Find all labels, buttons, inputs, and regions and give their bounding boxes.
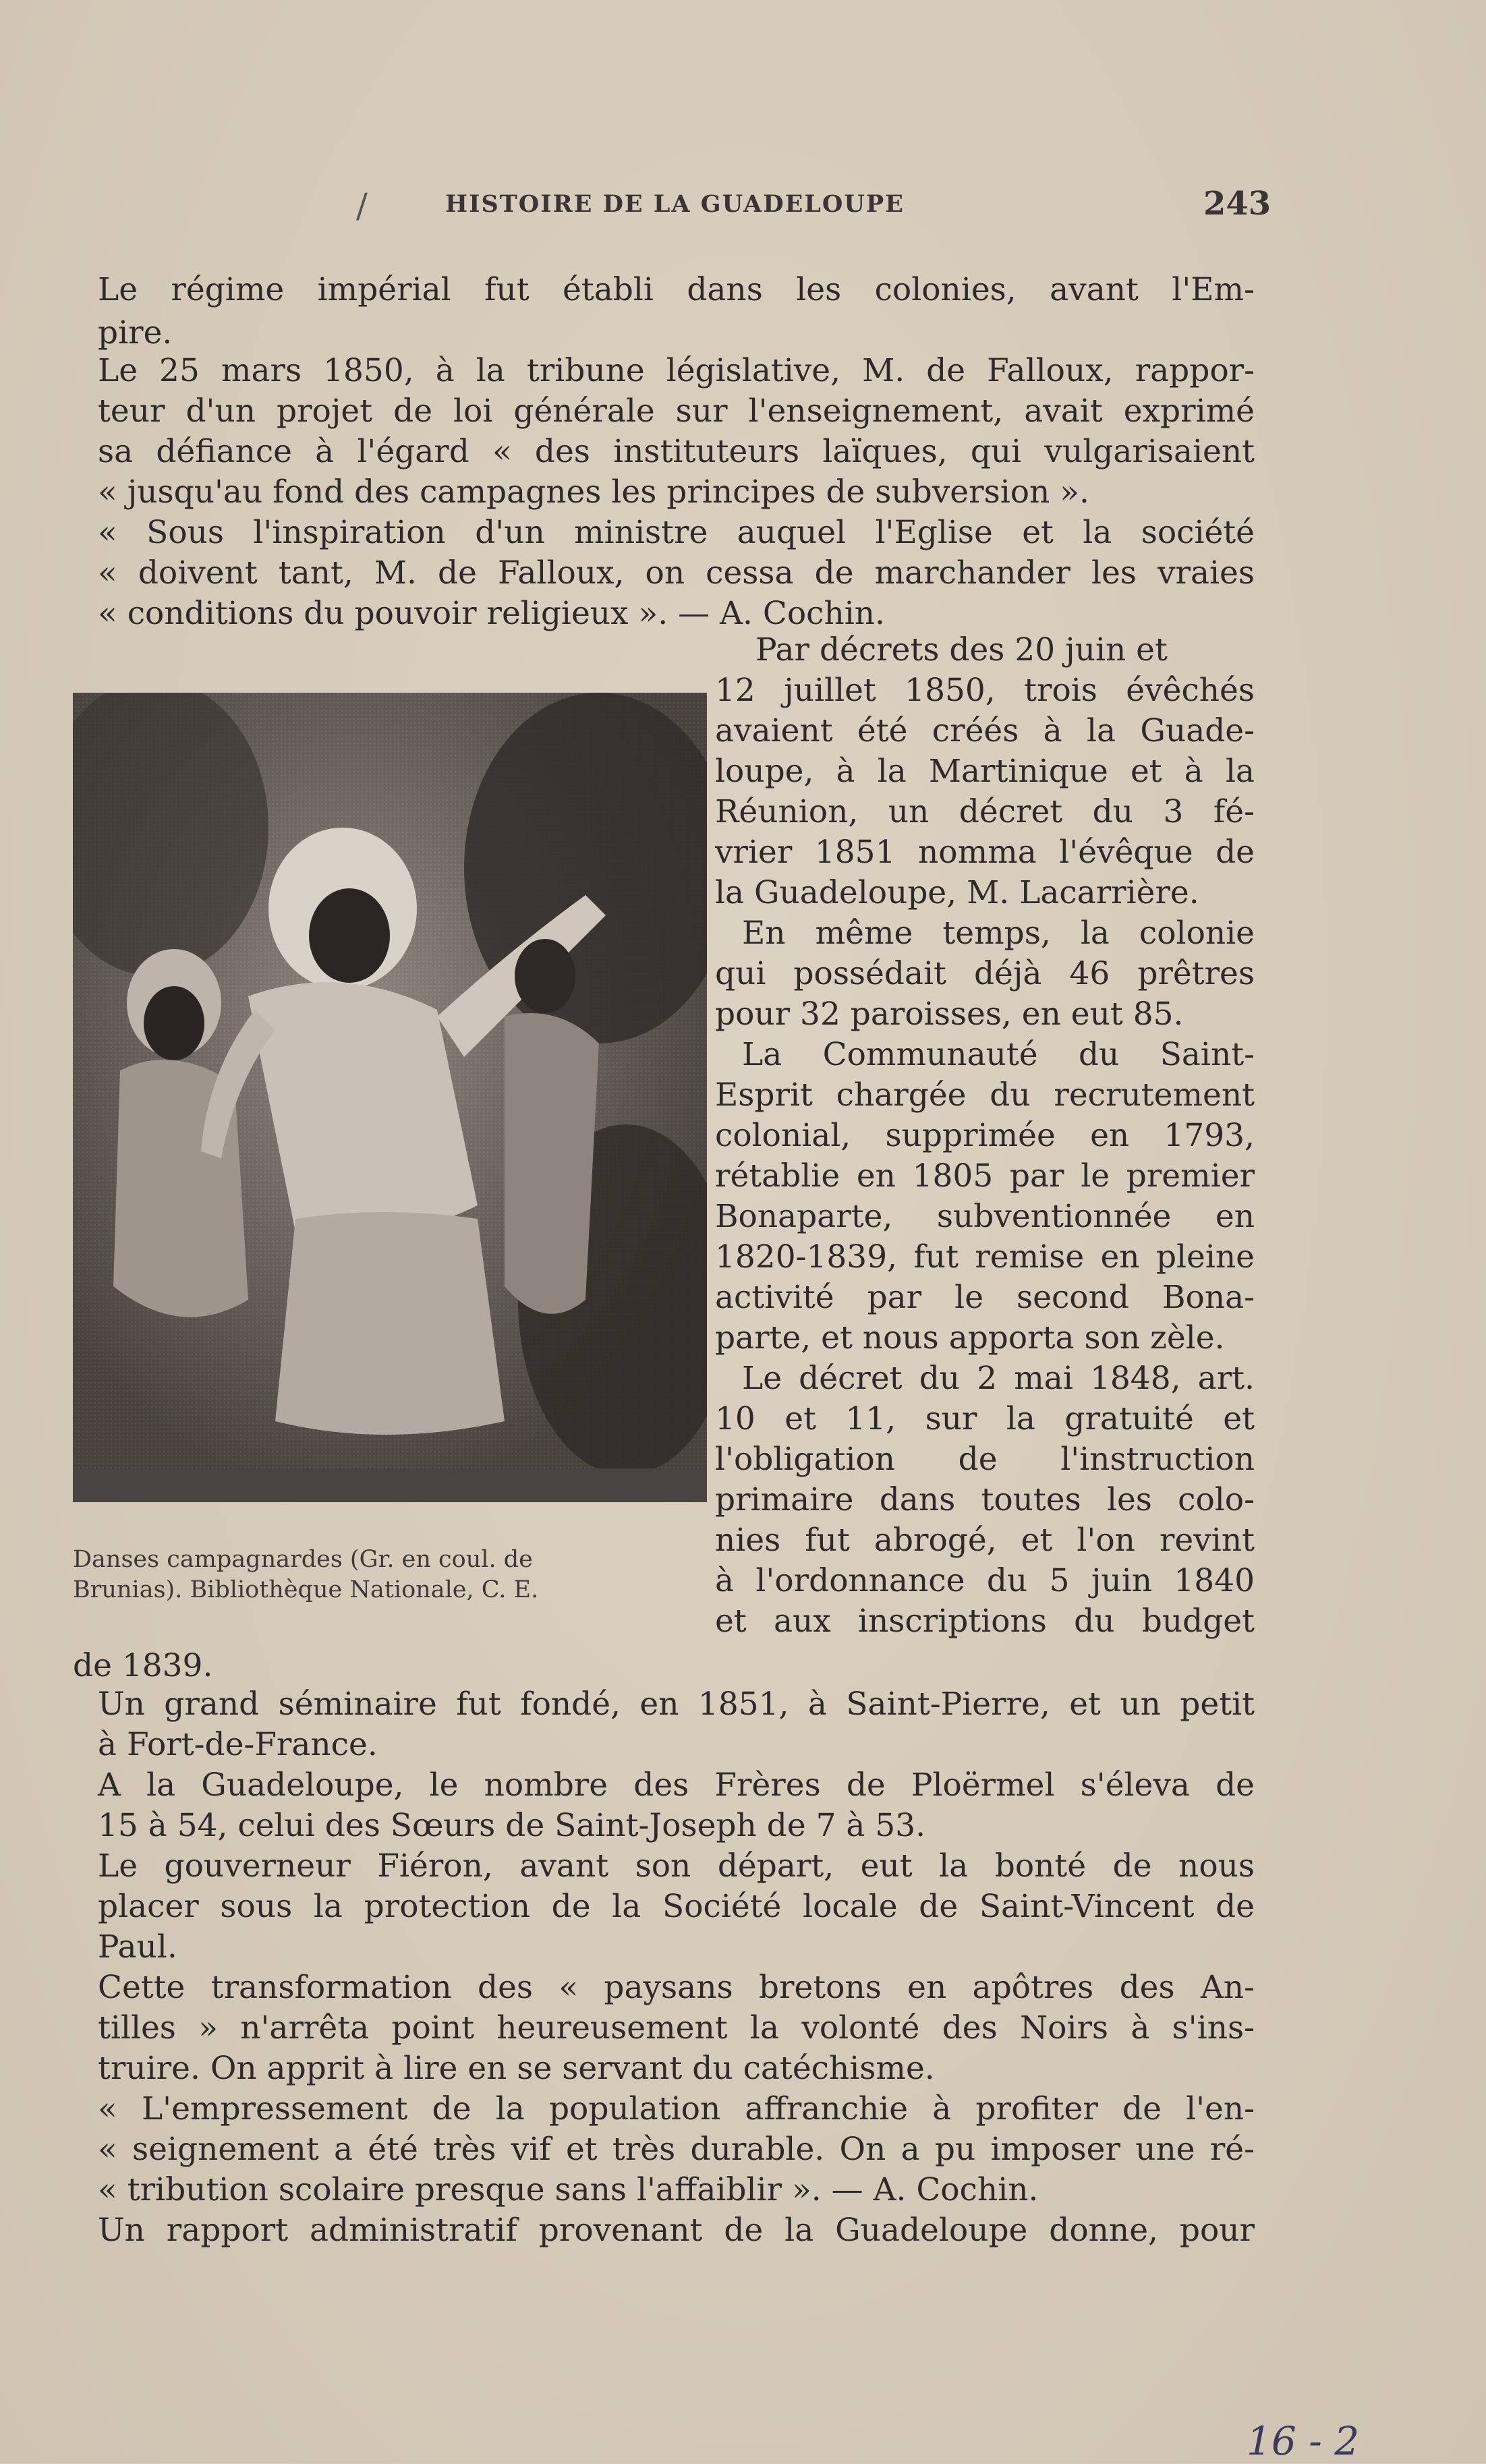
image-caption-line: Brunias). Bibliothèque Nationale, C. E. xyxy=(73,1576,539,1603)
text-line: 15 à 54, celui des Sœurs de Saint-Joseph de 7 à 53. xyxy=(98,1807,926,1844)
page-number: 243 xyxy=(1203,185,1271,223)
header-mark: / xyxy=(356,186,368,225)
text-line: 12 juillet 1850, trois évêchés xyxy=(715,672,1255,709)
text-line: 10 et 11, sur la gratuité et xyxy=(715,1400,1255,1437)
text-line: nies fut abrogé, et l'on revint xyxy=(715,1522,1255,1559)
text-line: La Communauté du Saint- xyxy=(742,1036,1255,1073)
text-line: l'obligation de l'instruction xyxy=(715,1441,1255,1478)
text-line: Le régime impérial fut établi dans les colonies, avant l'Em- xyxy=(98,271,1255,308)
text-line: à Fort-de-France. xyxy=(98,1726,378,1763)
text-line: « L'empressement de la population affranchie à profiter de l'en- xyxy=(98,2090,1255,2127)
text-line: Réunion, un décret du 3 fé- xyxy=(715,793,1255,830)
text-line: de 1839. xyxy=(73,1647,213,1684)
text-line: Le décret du 2 mai 1848, art. xyxy=(742,1360,1255,1397)
text-line: vrier 1851 nomma l'évêque de xyxy=(715,834,1255,871)
text-line: la Guadeloupe, M. Lacarrière. xyxy=(715,874,1199,911)
text-line: pire. xyxy=(98,314,173,351)
text-line: « Sous l'inspiration d'un ministre auquel l'Eglise et la société xyxy=(98,514,1255,551)
text-line: Cette transformation des « paysans bretons en apôtres des An- xyxy=(98,1969,1255,2006)
text-line: « conditions du pouvoir religieux ». — A. Cochin. xyxy=(98,595,885,632)
text-line: Le 25 mars 1850, à la tribune législative, M. de Falloux, rappor- xyxy=(98,352,1255,389)
image-caption-line: Danses campagnardes (Gr. en coul. de xyxy=(73,1546,533,1573)
text-line: « tribution scolaire presque sans l'affaiblir ». — A. Cochin. xyxy=(98,2171,1039,2208)
text-line: 1820-1839, fut remise en pleine xyxy=(715,1238,1255,1276)
text-line: Un rapport administratif provenant de la Guadeloupe donne, pour xyxy=(98,2212,1255,2249)
text-line: pour 32 paroisses, en eut 85. xyxy=(715,996,1184,1033)
text-line: teur d'un projet de loi générale sur l'enseignement, avait exprimé xyxy=(98,393,1255,430)
text-line: « jusqu'au fond des campagnes les principes de subversion ». xyxy=(98,474,1089,511)
text-line: à l'ordonnance du 5 juin 1840 xyxy=(715,1562,1255,1599)
text-line: Esprit chargée du recrutement xyxy=(715,1077,1255,1114)
text-line: et aux inscriptions du budget xyxy=(715,1603,1255,1640)
text-line: Le gouverneur Fiéron, avant son départ, eut la bonté de nous xyxy=(98,1847,1255,1885)
text-line: rétablie en 1805 par le premier xyxy=(715,1157,1255,1195)
text-line: loupe, à la Martinique et à la xyxy=(715,753,1255,790)
text-line: « seignement a été très vif et très durable. On a pu imposer une ré- xyxy=(98,2131,1255,2168)
text-line: avaient été créés à la Guade- xyxy=(715,712,1255,749)
text-line: qui possédait déjà 46 prêtres xyxy=(715,955,1255,992)
text-line: Paul. xyxy=(98,1928,177,1966)
text-line: A la Guadeloupe, le nombre des Frères de Ploërmel s'éleva de xyxy=(98,1767,1255,1804)
handwritten-margin-note: 16 - 2 xyxy=(1247,2418,1360,2464)
text-line: Bonaparte, subventionnée en xyxy=(715,1198,1255,1235)
text-line: truire. On apprit à lire en se servant du catéchisme. xyxy=(98,2050,935,2087)
text-line: « doivent tant, M. de Falloux, on cessa de marchander les vraies xyxy=(98,554,1255,592)
text-line: primaire dans toutes les colo- xyxy=(715,1481,1255,1518)
text-line: tilles » n'arrêta point heureusement la volonté des Noirs à s'ins- xyxy=(98,2009,1255,2046)
text-line: placer sous la protection de la Société locale de Saint-Vincent de xyxy=(98,1888,1255,1925)
text-line: sa défiance à l'égard « des instituteurs laïques, qui vulgarisaient xyxy=(98,433,1255,470)
text-line: En même temps, la colonie xyxy=(742,915,1255,952)
text-line: Par décrets des 20 juin et xyxy=(755,631,1168,668)
engraving-illustration xyxy=(73,693,707,1502)
text-line: activité par le second Bona- xyxy=(715,1279,1255,1316)
running-header: HISTOIRE DE LA GUADELOUPE xyxy=(445,190,905,218)
text-line: parte, et nous apporta son zèle. xyxy=(715,1319,1225,1356)
text-line: colonial, supprimée en 1793, xyxy=(715,1117,1255,1154)
text-line: Un grand séminaire fut fondé, en 1851, à Saint-Pierre, et un petit xyxy=(98,1686,1255,1723)
